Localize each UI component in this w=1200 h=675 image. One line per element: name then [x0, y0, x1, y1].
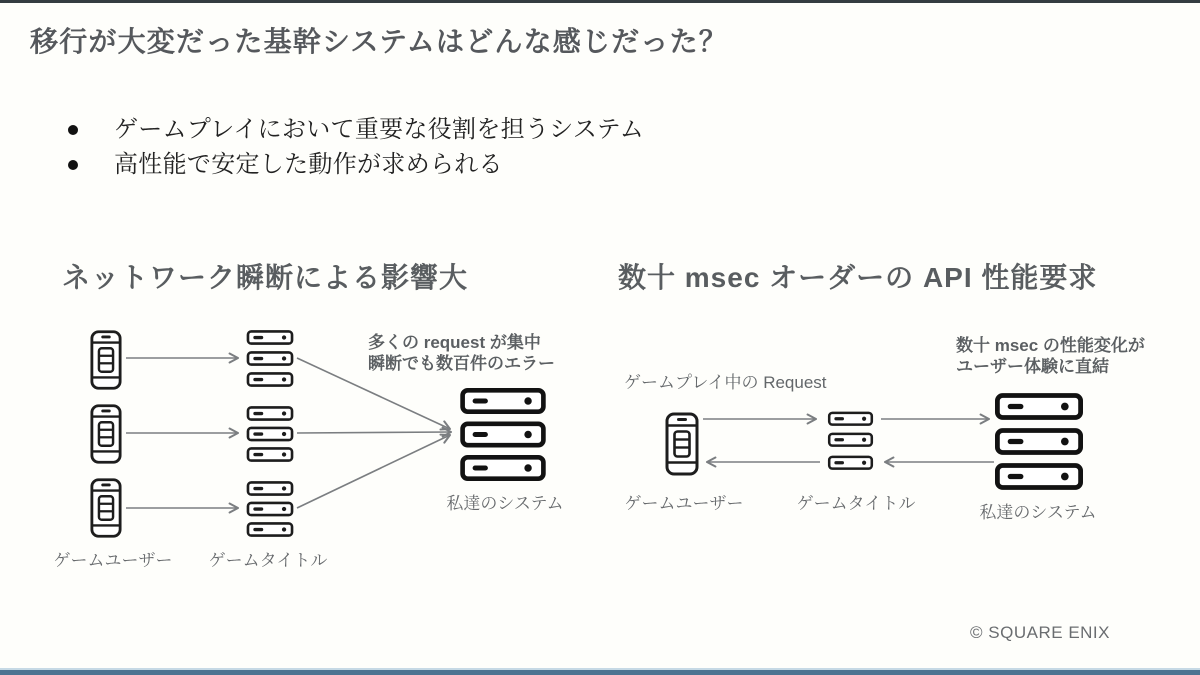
server-icon [248, 448, 292, 460]
smartphone-icon [667, 414, 697, 474]
copyright-notice: © SQUARE ENIX [970, 623, 1110, 642]
server-icon [248, 407, 292, 419]
server-icon-large [997, 431, 1080, 453]
label-game-titles: ゲームタイトル [796, 494, 916, 513]
annotation-line: 多くの request が集中 [368, 333, 541, 352]
annotation-line: 数十 msec の性能変化が [956, 336, 1145, 355]
server-icon [248, 428, 292, 440]
server-icon-large [463, 457, 544, 478]
server-icon [248, 482, 292, 494]
game-title-server-stack [248, 331, 292, 385]
our-system-server-stack [463, 390, 544, 478]
label-our-system: 私達のシステム [446, 494, 564, 513]
slide-title: 移行が大変だった基幹システムはどんな感じだった？ [30, 26, 729, 57]
our-system-server-stack [997, 396, 1080, 488]
arrow-stack-to-system [297, 432, 451, 433]
label-game-users: ゲームユーザー [624, 494, 744, 513]
server-icon [248, 373, 292, 385]
server-icon [248, 503, 292, 515]
left-section-heading: ネットワーク瞬断による影響大 [62, 262, 469, 293]
smartphone-icon [92, 480, 120, 536]
bullet-text: 高性能で安定した動作が求められる [114, 151, 503, 178]
server-icon-large [463, 424, 544, 445]
annotation-line: 瞬断でも数百件のエラー [368, 354, 555, 373]
game-title-server-stack [248, 407, 292, 460]
server-icon-large [997, 466, 1080, 488]
game-title-server-stack [248, 482, 292, 535]
right-annotation [956, 335, 1145, 377]
server-icon [829, 457, 872, 469]
server-icon-large [997, 396, 1080, 418]
label-game-users: ゲームユーザー [53, 551, 173, 570]
server-icon-large [463, 390, 544, 411]
server-icon [248, 523, 292, 535]
bottom-edge-bar [0, 668, 1200, 675]
right-diagram [667, 396, 1081, 488]
bullet-text: ゲームプレイにおいて重要な役割を担うシステム [114, 116, 645, 143]
label-game-titles: ゲームタイトル [208, 551, 328, 570]
server-icon [829, 413, 872, 425]
smartphone-icon [92, 406, 120, 462]
annotation-line: ユーザー体験に直結 [956, 357, 1109, 376]
right-section-heading: 数十 msec オーダーの API 性能要求 [618, 262, 1098, 293]
game-title-server-stack [829, 413, 872, 469]
arrow-stack-to-system [297, 435, 450, 508]
server-icon [829, 434, 872, 446]
request-flow-label: ゲームプレイ中の Request [624, 373, 827, 392]
label-our-system: 私達のシステム [979, 503, 1097, 522]
server-icon [248, 352, 292, 364]
smartphone-icon [92, 332, 120, 388]
server-icon [248, 331, 292, 343]
left-annotation [368, 332, 555, 374]
